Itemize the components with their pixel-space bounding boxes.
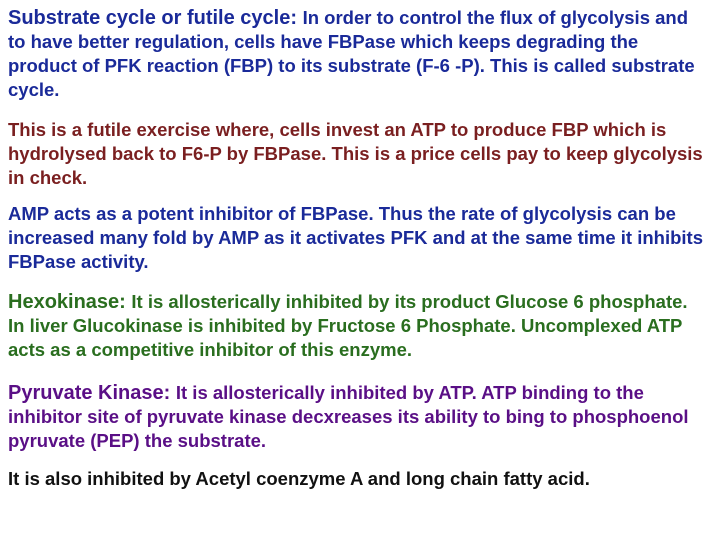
- substrate-cycle-heading: Substrate cycle or futile cycle:: [8, 7, 303, 29]
- substrate-cycle-paragraph: [8, 6, 708, 102]
- substrate-cycle-text: In order to control the flux of glycolysis and to have better regulation, cells have FBPase which keeps degrading the product of PFK reaction (FBP) to its substrate (F-6 -P). This is called substrate cycle.: [8, 7, 695, 100]
- pyruvate-kinase-text: It is allosterically inhibited by ATP. ATP binding to the inhibitor site of pyruvate kinase decxreases its ability to bing to phosphoenol pyruvate (PEP) the substrate.: [8, 382, 689, 451]
- pyruvate-kinase-paragraph: [8, 381, 708, 453]
- hexokinase-text: It is allosterically inhibited by its product Glucose 6 phosphate. In liver Glucokinase is inhibited by Fructose 6 Phosphate. Uncomplexed ATP acts as a competitive inhibitor of this enzyme.: [8, 291, 688, 360]
- hexokinase-paragraph: [8, 290, 708, 362]
- hexokinase-heading: Hexokinase:: [8, 291, 132, 313]
- amp-inhibitor-paragraph: AMP acts as a potent inhibitor of FBPase. Thus the rate of glycolysis can be increased many fold by AMP as it activates PFK and at the same time it inhibits FBPase activity.: [8, 203, 703, 272]
- futile-exercise-paragraph: This is a futile exercise where, cells invest an ATP to produce FBP which is hydrolysed back to F6-P by FBPase. This is a price cells pay to keep glycolysis in check.: [8, 119, 703, 188]
- pyruvate-kinase-heading: Pyruvate Kinase:: [8, 382, 176, 404]
- acetyl-coa-paragraph: It is also inhibited by Acetyl coenzyme A and long chain fatty acid.: [8, 468, 590, 489]
